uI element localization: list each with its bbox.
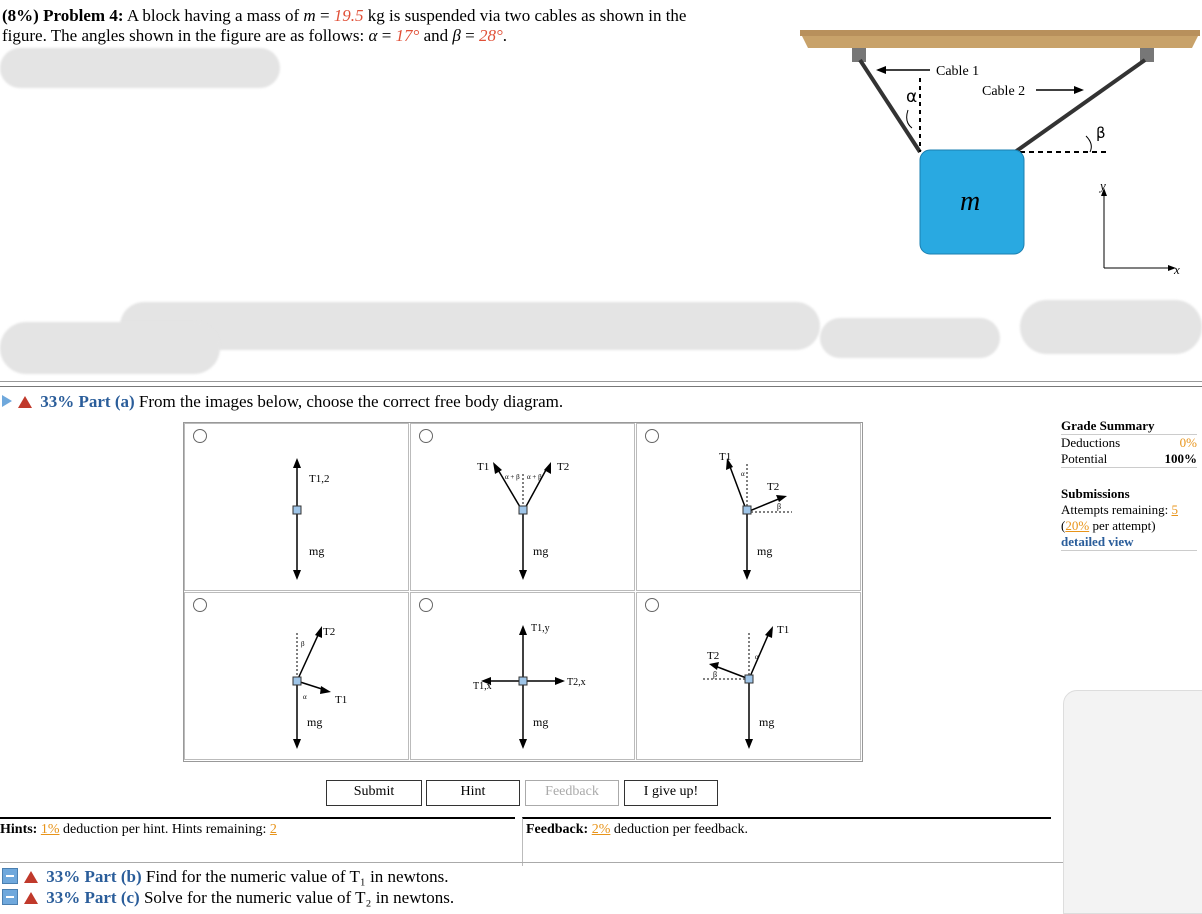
grade-summary xyxy=(1061,418,1197,551)
label-ab-2: α + β xyxy=(527,473,542,481)
potential-label: Potential xyxy=(1061,451,1108,466)
alpha-value: 17° xyxy=(395,26,420,45)
redaction-4 xyxy=(820,318,1000,358)
part-c-text: Solve for the numeric value of T₂ in newtons. xyxy=(143,888,455,907)
part-a-header xyxy=(2,392,563,412)
fbd-option-5[interactable] xyxy=(410,592,635,760)
attempts-label: Attempts remaining: xyxy=(1061,502,1169,517)
feedback-pct: 2% xyxy=(591,822,611,837)
problem-figure xyxy=(800,20,1200,280)
part-c-pct: 33% Part (c) xyxy=(46,888,140,907)
fbd-option-1[interactable] xyxy=(184,423,409,591)
part-c-header[interactable] xyxy=(2,887,454,908)
label-t1: T1 xyxy=(477,461,490,473)
collapse-icon[interactable] xyxy=(2,868,18,884)
mass-var: m xyxy=(303,6,316,25)
mass-unit: kg is suspended via two cables as shown in the xyxy=(367,6,687,25)
x-axis-label: x xyxy=(1174,262,1180,277)
cable2-label: Cable 2 xyxy=(982,84,1026,99)
problem-statement: (8%) Problem 4: A block having a mass of m = 19.5 kg is suspended via two cables as shown in the figure. The angles shown in the figure are as follows: α = 17° and β = 28°. xyxy=(2,6,687,45)
problem-text1: A block having a mass of xyxy=(126,6,300,25)
fbd-option-4[interactable] xyxy=(184,592,409,760)
collapse-icon[interactable] xyxy=(2,889,18,905)
label-t2: T2 xyxy=(323,626,336,638)
mount-left xyxy=(852,48,866,62)
mass-value: 19.5 xyxy=(333,6,364,25)
problem-text2: figure. The angles shown in the figure are as follows: xyxy=(2,26,365,45)
label-beta: β xyxy=(713,670,718,679)
expand-icon[interactable] xyxy=(2,395,12,407)
feedback-panel xyxy=(522,817,1051,866)
redaction-2 xyxy=(120,302,820,350)
feedback-label: Feedback: xyxy=(526,822,589,837)
redaction-1 xyxy=(0,48,280,88)
feedback-text: deduction per feedback. xyxy=(613,822,748,837)
label-t12: T1,2 xyxy=(309,473,330,485)
label-mg: mg xyxy=(757,544,773,558)
divider-top-2 xyxy=(0,386,1202,387)
hint-button[interactable]: Hint xyxy=(426,780,520,806)
fbd-option-2[interactable] xyxy=(410,423,635,591)
divider-top xyxy=(0,381,1202,382)
label-mg: mg xyxy=(307,715,323,729)
divider-bottom xyxy=(0,862,1202,863)
label-ab-1: α + β xyxy=(505,473,520,481)
label-t1: T1 xyxy=(777,624,790,636)
problem-points: (8%) xyxy=(2,6,39,25)
side-panel xyxy=(1063,690,1202,914)
label-alpha: α xyxy=(755,653,759,661)
grade-title: Grade Summary xyxy=(1061,418,1197,435)
potential-row xyxy=(1061,451,1197,468)
and-text: and xyxy=(423,26,449,45)
redaction-3 xyxy=(0,322,220,374)
label-t1x: T1,x xyxy=(473,681,492,692)
hints-remaining: 2 xyxy=(269,822,277,837)
hints-pct: 1% xyxy=(40,822,60,837)
block-label: m xyxy=(960,186,981,217)
part-b-text: Find for the numeric value of T₁ in newtons. xyxy=(145,867,449,886)
label-mg: mg xyxy=(309,544,325,558)
fbd-choices xyxy=(183,422,863,762)
deductions-label: Deductions xyxy=(1061,435,1121,450)
deductions-row xyxy=(1061,435,1197,451)
fbd-option-6[interactable] xyxy=(636,592,861,760)
label-alpha: α xyxy=(303,693,307,701)
hints-text: deduction per hint. Hints remaining: xyxy=(63,822,267,837)
label-beta: β xyxy=(777,502,782,511)
alpha-label: α xyxy=(906,87,918,107)
warning-icon xyxy=(18,396,32,408)
part-b-pct: 33% Part (b) xyxy=(46,867,142,886)
attempts-row xyxy=(1061,502,1197,518)
fbd-option-3[interactable] xyxy=(636,423,861,591)
submissions-title: Submissions xyxy=(1061,486,1130,501)
deductions-value: 0% xyxy=(1179,435,1197,450)
label-t1: T1 xyxy=(719,451,732,463)
submit-button[interactable]: Submit xyxy=(326,780,422,806)
label-mg: mg xyxy=(533,544,549,558)
label-alpha: α xyxy=(741,470,745,478)
hints-label: Hints: xyxy=(0,822,38,837)
y-axis-label: y xyxy=(1100,178,1106,193)
detailed-view-link[interactable]: detailed view xyxy=(1061,534,1134,549)
part-a-text: From the images below, choose the correct free body diagram. xyxy=(138,392,564,411)
per-attempt-row: (20% per attempt) xyxy=(1061,518,1156,533)
hints-panel xyxy=(0,817,515,866)
label-mg: mg xyxy=(759,715,775,729)
per-attempt-pct: 20% xyxy=(1065,518,1090,533)
beta-label: β xyxy=(1096,124,1106,142)
label-t2: T2 xyxy=(707,650,720,662)
give-up-button[interactable]: I give up! xyxy=(624,780,718,806)
attempts-value: 5 xyxy=(1171,502,1178,517)
beta-value: 28° xyxy=(478,26,503,45)
label-t2: T2 xyxy=(557,461,570,473)
part-a-pct: 33% Part (a) xyxy=(40,392,135,411)
label-mg: mg xyxy=(533,715,549,729)
redaction-5 xyxy=(1020,300,1202,354)
label-t1: T1 xyxy=(335,694,348,706)
label-t2: T2 xyxy=(767,481,780,493)
part-b-header[interactable] xyxy=(2,866,448,887)
label-t1y: T1,y xyxy=(531,623,550,634)
potential-value: 100% xyxy=(1164,451,1197,466)
cable2-line xyxy=(1015,60,1145,152)
feedback-button: Feedback xyxy=(525,780,619,806)
label-beta: β xyxy=(301,640,305,648)
label-t2x: T2,x xyxy=(567,677,586,688)
cable1-label: Cable 1 xyxy=(936,64,980,79)
problem-label: Problem 4: xyxy=(43,6,124,25)
warning-icon xyxy=(24,892,38,904)
per-attempt-text: per attempt) xyxy=(1092,518,1156,533)
warning-icon xyxy=(24,871,38,883)
